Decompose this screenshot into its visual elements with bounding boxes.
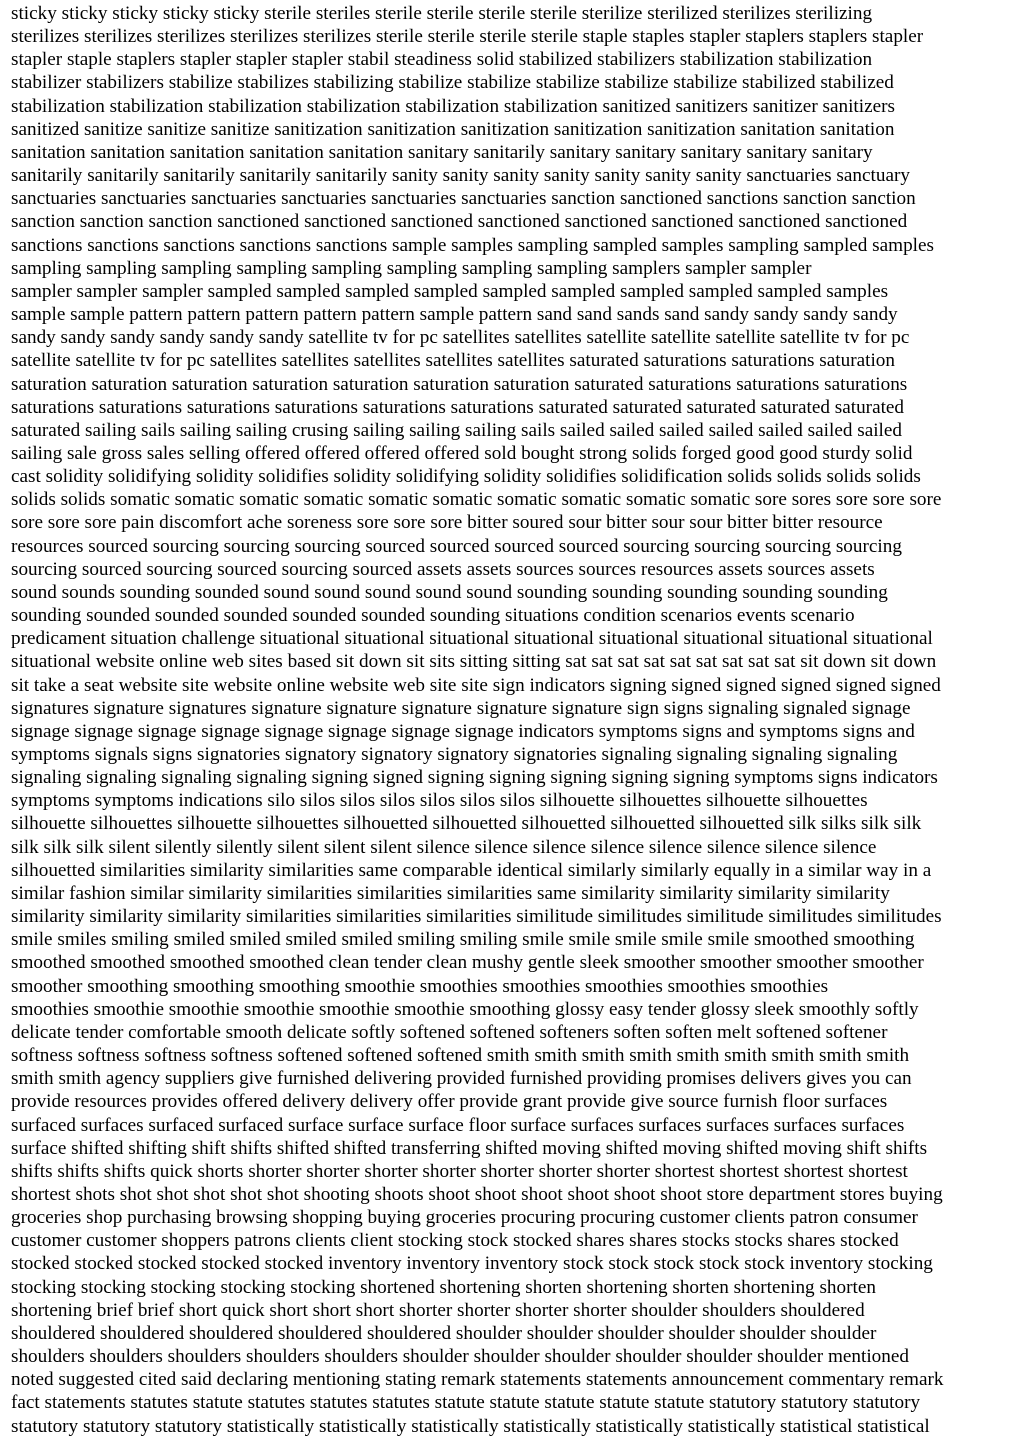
text-line: sanitized sanitize sanitize sanitize sanitization sanitization sanitization sanitization sanitization sanitation sanitation: [11, 118, 895, 140]
text-line: sampler sampler sampler sampled sampled sampled sampled sampled sampled sampled sampled sampled samples: [11, 280, 889, 302]
text-line: signaling signaling signaling signaling signing signed signing signing signing signing signing symptoms signs indicators: [11, 767, 938, 789]
text-line: shifts shifts shifts quick shorts shorter shorter shorter shorter shorter shorter shorter shortest shortest shortest shortest: [11, 1160, 908, 1182]
text-line: sanctions sanctions sanctions sanctions sanctions sample samples sampling sampled samples sampling sampled samples: [11, 234, 934, 256]
text-line: surface shifted shifting shift shifts shifted shifted transferring shifted moving shifted moving shifted moving shift shifts: [11, 1137, 928, 1159]
text-line: silhouetted similarities similarity similarities same comparable identical similarly similarly equally in a similar way in a: [11, 859, 932, 881]
text-line: shortening brief brief short quick short short short shorter shorter shorter shorter shoulder shoulders shouldered: [11, 1299, 865, 1321]
text-line: saturations saturations saturations saturations saturations saturations saturated saturated saturated saturated saturated: [11, 396, 905, 418]
text-line: shouldered shouldered shouldered shouldered shouldered shoulder shoulder shoulder shoulder shoulder shoulder: [11, 1322, 877, 1344]
text-line: sound sounds sounding sounded sound sound sound sound sound sounding sounding sounding sounding sounding: [11, 581, 888, 603]
text-line: smoothies smoothie smoothie smoothie smoothie smoothie smoothing glossy easy tender glossy sleek smoothly softly: [11, 998, 919, 1020]
text-line: sounding sounded sounded sounded sounded sounded sounding situations condition scenarios events scenario: [11, 605, 855, 627]
text-line: satellite satellite tv for pc satellites satellites satellites satellites satellites saturated saturations saturations saturation: [11, 350, 895, 372]
text-line: noted suggested cited said declaring mentioning stating remark statements statements announcement commentary remark: [11, 1369, 944, 1391]
text-line: smith smith agency suppliers give furnished delivering provided furnished providing promises delivers gives you can: [11, 1068, 912, 1090]
text-line: stabilizer stabilizers stabilize stabilizes stabilizing stabilize stabilize stabilize stabilize stabilize stabilized stabilized: [11, 72, 894, 94]
text-line: sampling sampling sampling sampling sampling sampling sampling sampling samplers sampler sampler: [11, 257, 812, 279]
text-line: sailing sale gross sales selling offered offered offered offered sold bought strong solids forged good good sturdy solid: [11, 442, 913, 464]
text-line: stocking stocking stocking stocking stocking shortened shortening shorten shortening shorten shortening shorten: [11, 1276, 876, 1298]
text-line: similarity similarity similarity similarities similarities similarities similitude similitudes similitude similitudes similitudes: [11, 906, 942, 928]
text-line: sit take a seat website site website online website web site site sign indicators signing signed signed signed signed signed: [11, 674, 941, 696]
text-line: statutory statutory statutory statistically statistically statistically statistically statistically statistically statistical statistical: [11, 1415, 930, 1437]
text-line: smoothed smoothed smoothed smoothed clean tender clean mushy gentle sleek smoother smoother smoother smoother: [11, 952, 924, 974]
text-line: sterilizes sterilizes sterilizes sterilizes sterilizes sterile sterile sterile sterile staple staples stapler staplers staplers stapler: [11, 26, 924, 48]
text-line: smoother smoothing smoothing smoothing smoothie smoothies smoothies smoothies smoothies smoothies: [11, 975, 829, 997]
text-line: sourcing sourced sourcing sourced sourcing sourced assets assets sources sources resources assets sources assets: [11, 558, 875, 580]
text-line: sample sample pattern pattern pattern pattern pattern sample pattern sand sand sands sand sandy sandy sandy sandy: [11, 304, 898, 326]
text-line: saturated sailing sails sailing sailing crusing sailing sailing sailing sails sailed sailed sailed sailed sailed sailed sailed: [11, 419, 902, 441]
text-line: softness softness softness softness softened softened softened smith smith smith smith smith smith smith smith smith: [11, 1045, 910, 1067]
text-line: stocked stocked stocked stocked stocked inventory inventory inventory stock stock stock stock stock inventory stocking: [11, 1253, 933, 1275]
text-line: sore sore sore pain discomfort ache soreness sore sore sore bitter soured sour bitter sour sour bitter bitter resource: [11, 512, 883, 534]
text-line: sanitarily sanitarily sanitarily sanitarily sanitarily sanity sanity sanity sanity sanity sanity sanity sanctuaries sanctuary: [11, 165, 910, 187]
text-line: surfaced surfaces surfaced surfaced surface surface surface floor surface surfaces surfaces surfaces surfaces surfaces: [11, 1114, 905, 1136]
text-line: resources sourced sourcing sourcing sourcing sourced sourced sourced sourced sourcing sourcing sourcing sourcing: [11, 535, 902, 557]
text-line: sanctuaries sanctuaries sanctuaries sanctuaries sanctuaries sanctuaries sanction sanctioned sanctions sanction sanction: [11, 188, 916, 210]
text-line: signatures signature signatures signature signature signature signature signature sign signs signaling signaled signage: [11, 697, 911, 719]
text-line: shortest shots shot shot shot shot shot shooting shoots shoot shoot shoot shoot shoot shoot store department stores buying: [11, 1183, 943, 1205]
text-line: sanitation sanitation sanitation sanitation sanitation sanitary sanitarily sanitary sanitary sanitary sanitary sanitary: [11, 141, 873, 163]
text-line: sticky sticky sticky sticky sticky sterile steriles sterile sterile sterile sterile sterilize sterilized sterilizes sterilizing: [11, 3, 873, 24]
text-line: similar fashion similar similarity similarities similarities similarities same similarity similarity similarity similarity: [11, 882, 890, 904]
text-line: signage signage signage signage signage signage signage signage indicators symptoms signs and symptoms signs and: [11, 720, 915, 742]
text-line: silhouette silhouettes silhouette silhouettes silhouetted silhouetted silhouetted silhouetted silhouetted silk silks silk silk: [11, 813, 922, 835]
text-line: solids solids somatic somatic somatic somatic somatic somatic somatic somatic somatic somatic sore sores sore sore sore: [11, 489, 942, 511]
text-line: stapler staple staplers stapler stapler stapler stabil steadiness solid stabilized stabilizers stabilization stabilization: [11, 49, 873, 71]
text-line: situational website online web sites based sit down sit sits sitting sitting sat sat sat sat sat sat sat sat sat sit down sit down: [11, 651, 937, 673]
text-line: predicament situation challenge situational situational situational situational situational situational situational situational: [11, 628, 933, 650]
text-line: symptoms symptoms indications silo silos silos silos silos silos silos silhouette silhouettes silhouette silhouettes: [11, 790, 868, 812]
text-line: saturation saturation saturation saturation saturation saturation saturation saturated saturations saturations saturations: [11, 373, 908, 395]
text-line: silk silk silk silent silently silently silent silent silent silence silence silence silence silence silence silence silence: [11, 836, 877, 858]
text-line: customer customer shoppers patrons clients client stocking stock stocked shares shares stocks stocks shares stocked: [11, 1230, 899, 1252]
text-line: sandy sandy sandy sandy sandy sandy satellite tv for pc satellites satellites satellite satellite satellite satellite tv for pc: [11, 327, 910, 349]
text-line: cast solidity solidifying solidity solidifies solidity solidifying solidity solidifies solidification solids solids solids solids: [11, 466, 921, 488]
text-line: delicate tender comfortable smooth delicate softly softened softened softeners soften soften melt softened softener: [11, 1021, 888, 1043]
text-line: groceries shop purchasing browsing shopping buying groceries procuring procuring customer clients patron consumer: [11, 1207, 918, 1229]
text-line: sanction sanction sanction sanctioned sanctioned sanctioned sanctioned sanctioned sanctioned sanctioned sanctioned: [11, 211, 908, 233]
text-line: stabilization stabilization stabilization stabilization stabilization stabilization sanitized sanitizers sanitizer sanitizers: [11, 95, 895, 117]
text-line: smile smiles smiling smiled smiled smiled smiled smiling smiling smile smile smile smile smile smoothed smoothing: [11, 929, 915, 951]
text-line: provide resources provides offered delivery delivery offer provide grant provide give source furnish floor surfaces: [11, 1091, 888, 1113]
text-line: symptoms signals signs signatories signatory signatory signatory signatories signaling signaling signaling signaling: [11, 744, 898, 765]
text-line: shoulders shoulders shoulders shoulders shoulders shoulder shoulder shoulder shoulder shoulder shoulder mentioned: [11, 1346, 909, 1368]
text-line: fact statements statutes statute statutes statutes statutes statute statute statute statute statute statutory statutory statutory: [11, 1392, 921, 1414]
